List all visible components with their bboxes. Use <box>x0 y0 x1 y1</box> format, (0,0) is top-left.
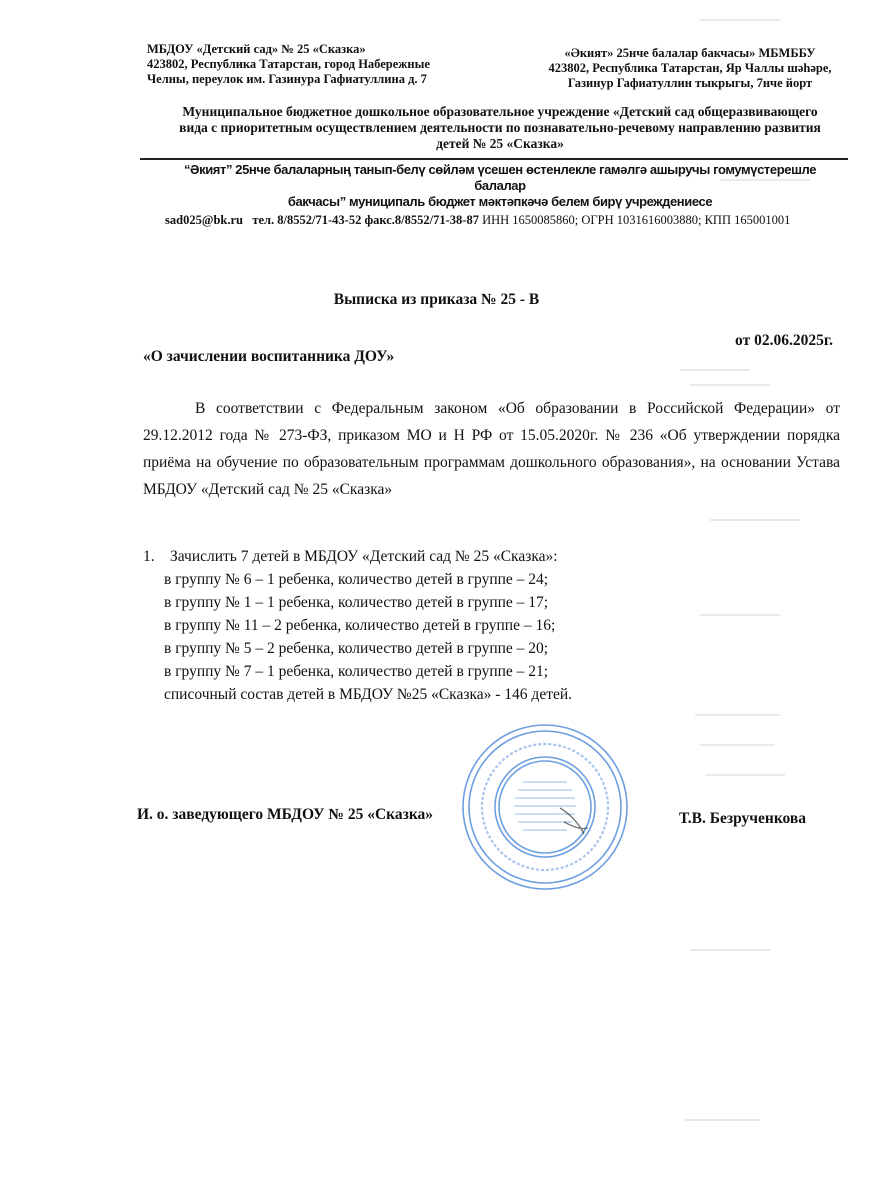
signatory-position: И. о. заведующего МБДОУ № 25 «Сказка» <box>137 806 434 823</box>
header-right-line: Газинур Гафиатуллин тыкрыгы, 7нче йорт <box>567 76 813 90</box>
list-item: в группу № 11 – 2 ребенка, количество детей в группе – 16; <box>164 617 556 634</box>
contacts-email: sad025@bk.ru <box>165 213 243 227</box>
org-title-line: Муниципальное бюджетное дошкольное образовательное учреждение «Детский сад общеразвивающего <box>182 104 818 119</box>
preamble-paragraph: В соответствии с Федеральным законом «Об образовании в Российской Федерации» от 29.12.2012 года № 273-ФЗ, приказом МО и Н РФ от 15.05.2020г. № 236 «Об утверждении порядка приёма на обучение по образовательным программам дошкольного образования», на основании Устава МБДОУ «Детский сад № 25 «Сказка» <box>143 400 840 498</box>
document-date: от 02.06.2025г. <box>735 332 833 349</box>
signatory-name: Т.В. Безрученкова <box>679 810 807 827</box>
contacts-ids: ИНН 1650085860; ОГРН 1031616003880; КПП 165001001 <box>482 213 791 227</box>
org-title-tat-line: бакчасы” муниципаль бюджет мәктәпкәчә белем бирү учреждениесе <box>287 194 713 209</box>
header-right-line: «Әкият» 25нче балалар бакчасы» МБМББУ <box>564 46 816 60</box>
list-item: Зачислить 7 детей в МБДОУ «Детский сад № 25 «Сказка»: <box>170 548 558 565</box>
header-address-ru <box>147 42 430 87</box>
contacts-phones: тел. 8/8552/71-43-52 факс.8/8552/71-38-87 <box>252 213 479 227</box>
document-title: Выписка из приказа № 25 - В <box>333 291 540 308</box>
list-number: 1. <box>143 548 155 565</box>
header-left-line: МБДОУ «Детский сад» № 25 «Сказка» <box>147 42 366 56</box>
org-title-line: детей № 25 «Сказка» <box>436 136 564 151</box>
list-item: списочный состав детей в МБДОУ №25 «Сказка» - 146 детей. <box>164 686 573 703</box>
document-subject: «О зачислении воспитанника ДОУ» <box>143 348 395 365</box>
list-item: в группу № 7 – 1 ребенка, количество детей в группе – 21; <box>164 663 549 680</box>
org-title-tat-line: “Әкият” 25нче балаларның танып-белү сөйләм үсешен өстенлекле гамәлгә ашыручы гомумүстерешле балалар <box>183 162 817 193</box>
list-item: в группу № 5 – 2 ребенка, количество детей в группе – 20; <box>164 640 549 657</box>
org-title-line: вида с приоритетным осуществлением деятельности по познавательно-речевому направлению развития <box>179 120 821 135</box>
header-left-line: Челны, переулок им. Газинура Гафиатуллина д. 7 <box>147 72 427 86</box>
header-right-line: 423802, Республика Татарстан, Яр Чаллы шәһәре, <box>548 61 832 75</box>
header-left-line: 423802, Республика Татарстан, город Набережные <box>147 57 430 71</box>
scan-artifacts <box>660 0 873 1200</box>
list-item: в группу № 6 – 1 ребенка, количество детей в группе – 24; <box>164 571 549 588</box>
list-item: в группу № 1 – 1 ребенка, количество детей в группе – 17; <box>164 594 549 611</box>
official-stamp <box>460 722 630 892</box>
